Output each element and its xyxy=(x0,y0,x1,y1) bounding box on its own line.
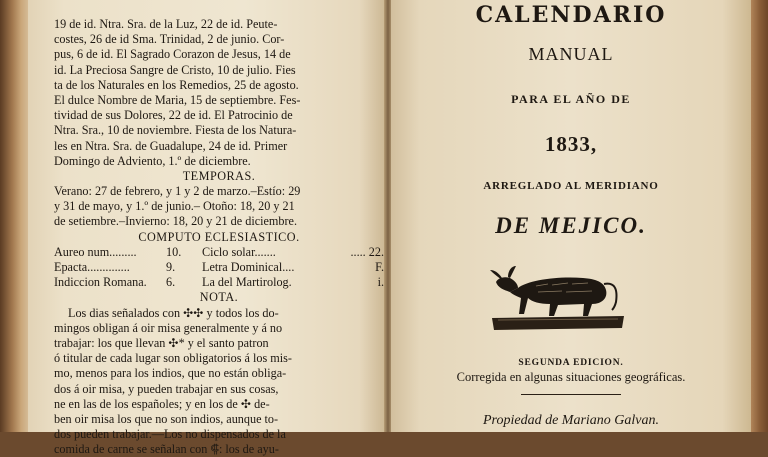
computo-label: Ciclo solar....... xyxy=(202,244,276,259)
computo-value: 6. xyxy=(166,275,176,290)
edition: SEGUNDA EDICION. xyxy=(518,358,624,368)
text-line: id. La Preciosa Sangre de Cristo, 10 de julio. Fies xyxy=(54,62,296,77)
text-line: Ntra. Sra., 10 de noviembre. Fiesta de los Natura- xyxy=(54,123,297,138)
arreglado-line: ARREGLADO AL MERIDIANO xyxy=(483,180,659,192)
nota-line: dos á oir misa, y pueden trabajar en sus cosas, xyxy=(54,381,279,396)
nota-line: comida de carne se señalan con ⸿: los de ayu- xyxy=(54,442,279,457)
temporas-line: y 31 de mayo, y 1.º de junio.– Otoño: 18, 20 y 21 xyxy=(54,199,295,214)
bull-engraving-icon xyxy=(488,258,628,334)
text-line: tividad de sus Dolores, 22 de id. El Patrocinio de xyxy=(54,108,293,123)
computo-row xyxy=(54,260,384,275)
place: DE MEJICO. xyxy=(495,213,647,238)
computo-value: 9. xyxy=(166,260,176,274)
nota-heading: NOTA. xyxy=(199,290,239,305)
nota-line: mingos obligan á oir misa generalmente y á no xyxy=(54,320,283,335)
computo-value: ..... 22. xyxy=(350,244,384,259)
bull-horn xyxy=(508,266,516,278)
text-line: 19 de id. Ntra. Sra. de la Luz, 22 de id. Peute- xyxy=(54,17,278,31)
text-line: les en Ntra. Sra. de Guadalupe, 24 de id. Primer xyxy=(54,138,288,153)
nota-line: trabajar: los que llevan ✣* y el santo patron xyxy=(54,335,269,350)
subtitle: MANUAL xyxy=(528,44,614,64)
bull-tail xyxy=(604,284,617,310)
book-edge-right xyxy=(751,0,768,432)
para-line: PARA EL AÑO DE xyxy=(511,92,631,106)
nota-line: ó titular de cada lugar son obligatorios á los mis- xyxy=(54,351,292,366)
text-line: Domingo de Adviento, 1.º de diciembre. xyxy=(54,153,251,168)
year: 1833, xyxy=(544,132,598,156)
temporas-heading: TEMPORAS. xyxy=(182,168,256,183)
corrected-line: Corregida en algunas situaciones geográficas. xyxy=(456,370,686,384)
computo-row xyxy=(54,275,384,290)
nota-line: ne en las de los españoles; y en los de ✣ de- xyxy=(54,396,270,411)
computo-value: F. xyxy=(375,260,384,274)
nota-line: Los dias señalados con ✣✣ y todos los do- xyxy=(68,305,279,320)
ground-shape xyxy=(492,316,624,330)
computo-value: 10. xyxy=(166,244,182,259)
temporas-line: de setiembre.–Invierno: 18, 20 y 21 de diciembre. xyxy=(54,214,298,229)
computo-value: i. xyxy=(377,275,384,290)
computo-heading: COMPUTO ECLESIASTICO. xyxy=(138,229,300,244)
computo-label: Epacta.............. xyxy=(54,260,130,274)
property-line: Propiedad de Mariano Galvan. xyxy=(482,413,659,428)
text-line: costes, 26 de id Sma. Trinidad, 2 de junio. Cor- xyxy=(54,32,285,47)
nota-line: mo, menos para los indios, que no están obliga- xyxy=(54,366,287,381)
computo-label: Letra Dominical.... xyxy=(202,260,295,274)
computo-label: Aureo num......... xyxy=(54,244,137,259)
divider-rule xyxy=(521,394,621,395)
book-binding-left xyxy=(0,0,30,432)
temporas-line: Verano: 27 de febrero, y 1 y 2 de marzo.–Estío: 29 xyxy=(54,184,301,199)
bull-body xyxy=(510,277,606,316)
title: CALENDARIO xyxy=(475,2,667,28)
left-page-text xyxy=(54,17,384,457)
computo-row xyxy=(54,245,384,260)
nota-line: ben oir misa los que no son indios, aunque to- xyxy=(54,411,279,426)
text-line: pus, 6 de id. El Sagrado Corazon de Jesus, 14 de xyxy=(54,47,291,62)
bull-horn xyxy=(490,270,502,280)
left-page xyxy=(28,0,388,457)
computo-label: La del Martirolog. xyxy=(202,275,292,290)
text-line: El dulce Nombre de Maria, 15 de septiembre. Fes- xyxy=(54,92,301,107)
nota-line: dos pueden trabajar.—Los no dispensados de la xyxy=(54,427,286,442)
text-line: ta de los Naturales en los Remedios, 25 de agosto. xyxy=(54,77,299,92)
right-page xyxy=(391,0,751,432)
computo-label: Indiccion Romana. xyxy=(54,275,147,290)
title-page xyxy=(391,0,751,432)
